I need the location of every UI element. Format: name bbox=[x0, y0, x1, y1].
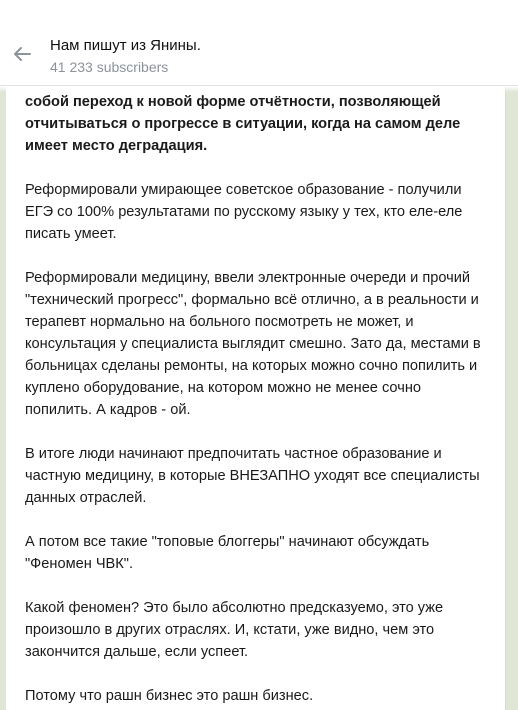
message-bubble bbox=[6, 70, 506, 710]
message-paragraph: Реформировали умирающее советское образование - получили ЕГЭ со 100% результатами по русскому языку у тех, кто еле-еле писать умеет. bbox=[25, 182, 463, 242]
message-paragraph: В итоге люди начинают предпочитать частное образование и частную медицину, в которые ВНЕЗАПНО уходят все специалисты данных отраслей. bbox=[25, 446, 480, 506]
channel-title[interactable]: Нам пишут из Янины. bbox=[50, 37, 201, 54]
message-paragraph: Потому что рашн бизнес это рашн бизнес. bbox=[25, 688, 314, 704]
message-paragraph: Какой феномен? Это было абсолютно предсказуемо, это уже произошло в других отраслях. И, кстати, уже видно, чем это закончится дальше, если успеет. bbox=[25, 600, 444, 660]
arrow-left-icon bbox=[10, 42, 34, 66]
header-shadow bbox=[0, 86, 518, 92]
subscriber-count: 41 233 subscribers bbox=[50, 59, 169, 75]
chat-header bbox=[0, 0, 518, 86]
message-paragraph: собой переход к новой форме отчётности, позволяющей отчитываться о прогрессе в ситуации, когда на самом деле имеет место деградация. bbox=[25, 94, 461, 154]
message-paragraph: А потом все такие "топовые блоггеры" начинают обсуждать "Феномен ЧВК". bbox=[25, 534, 430, 572]
back-button[interactable] bbox=[10, 42, 34, 66]
message-paragraph: Реформировали медицину, ввели электронные очереди и прочий "технический прогресс", формально всё отлично, а в реальности и терапевт нормально на больного посмотреть не может, и консультация у специалиста выглядит смешно. Зато да, местами в больницах сделаны ремонты, на которых можно сочно попилить и куплено оборудование, на котором можно не менее сочно попилить. А кадров - ой. bbox=[25, 270, 481, 418]
